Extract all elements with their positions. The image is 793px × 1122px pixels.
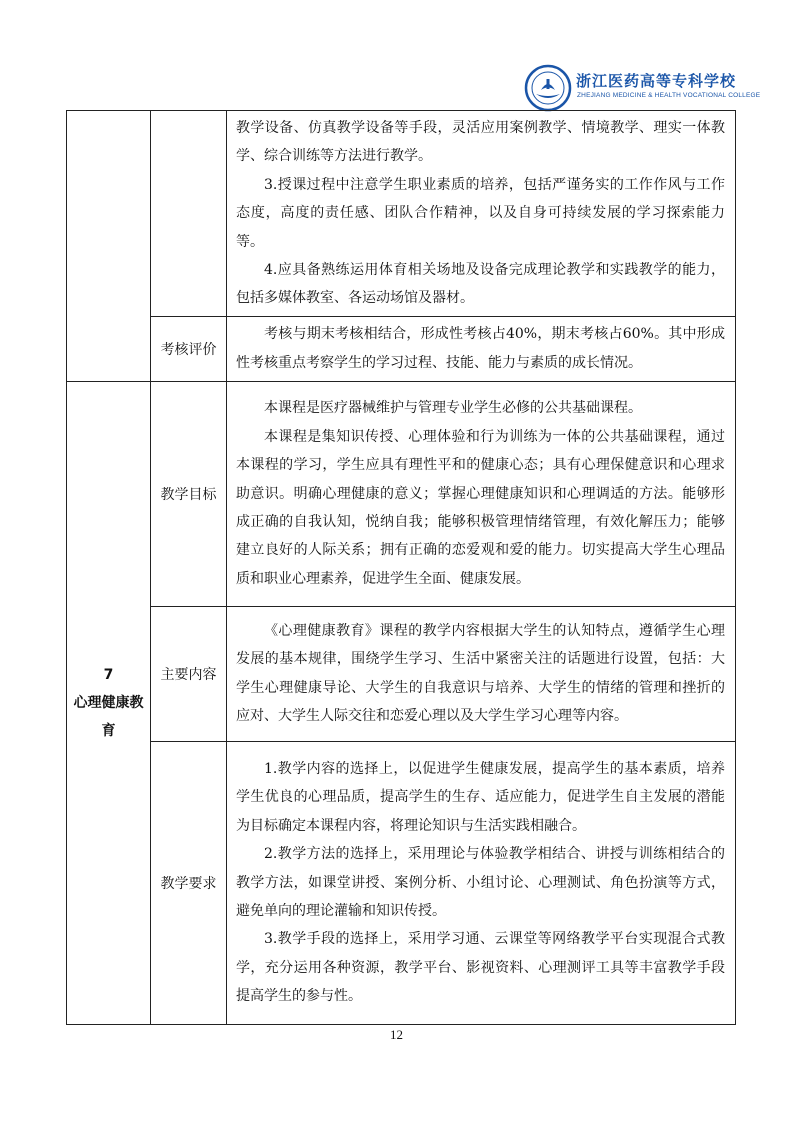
- assessment-cell: [227, 316, 736, 381]
- requirements-paragraph: 2.教学方法的选择上，采用理论与体验教学相结合、讲授与训练相结合的教学方法，如课堂讲授、案例分析、小组讨论、心理测试、角色扮演等方式，避免单向的理论灌输和知识传授。: [236, 846, 725, 920]
- table-row: [67, 316, 736, 381]
- page-number: 12: [390, 1027, 403, 1042]
- table-row: [67, 741, 736, 1024]
- course-table: [66, 110, 736, 1025]
- objectives-paragraph: 本课程是集知识传授、心理体验和行为训练为一体的公共基础课程，通过本课程的学习，学生应具有理性平和的健康心态；具有心理保健意识和心理求助意识。明确心理健康的意义；掌握心理健康知识和心理调适的方法。能够形成正确的自我认知，悦纳自我；能够积极管理情绪管理，有效化解压力；能够建立良好的人际关系；拥有正确的恋爱观和爱的能力。切实提高大学生心理品质和职业心理素养，促进学生全面、健康发展。: [236, 428, 725, 587]
- requirements-label: 教学要求: [151, 741, 227, 1024]
- course-number: 7: [103, 666, 114, 683]
- assessment-label: 考核评价: [151, 316, 227, 381]
- content-cell: [227, 606, 736, 741]
- content-label: 主要内容: [151, 606, 227, 741]
- empty-course-cell: [67, 111, 151, 382]
- school-emblem-icon: [524, 64, 572, 112]
- course-name-cell: [67, 381, 151, 1024]
- requirements-paragraph: 1.教学内容的选择上，以促进学生健康发展，提高学生的基本素质，培养学生优良的心理品质，提高学生的生存、适应能力，促进学生自主发展的潜能为目标确定本课程内容，将理论知识与生活实践相融合。: [236, 761, 725, 834]
- requirements-paragraph: 3.授课过程中注意学生职业素质的培养，包括严谨务实的工作作风与工作态度，高度的责任感、团队合作精神，以及自身可持续发展的学习探索能力等。: [236, 176, 725, 250]
- requirements-continued-cell: [227, 111, 736, 317]
- assessment-text: 考核与期末考核相结合，形成性考核占40%，期末考核占60%。其中形成性考核重点考察学生的学习过程、技能、能力与素质的成长情况。: [236, 326, 725, 371]
- requirements-paragraph: 3.教学手段的选择上，采用学习通、云课堂等网络教学平台实现混合式教学，充分运用各种资源，教学平台、影视资料、心理测评工具等丰富教学手段提高学生的参与性。: [236, 931, 725, 1005]
- content-paragraph: 《心理健康教育》课程的教学内容根据大学生的认知特点，遵循学生心理发展的基本规律，围绕学生学习、生活中紧密关注的话题进行设置，包括：大学生心理健康导论、大学生的自我意识与培养、大学生的情绪的管理和挫折的应对、大学生人际交往和恋爱心理以及大学生学习心理等内容。: [236, 623, 725, 725]
- table-row: [67, 111, 736, 317]
- objectives-cell: [227, 381, 736, 606]
- school-logo: [524, 64, 761, 112]
- requirements-paragraph: 4.应具备熟练运用体育相关场地及设备完成理论教学和实践教学的能力，包括多媒体教室、各运动场馆及器材。: [236, 262, 725, 307]
- course-name: 心理健康教育: [73, 694, 144, 739]
- table-row: [67, 381, 736, 606]
- objectives-label: 教学目标: [151, 381, 227, 606]
- requirements-cell: [227, 741, 736, 1024]
- school-name-cn: 浙江医药高等专科学校: [576, 72, 737, 90]
- empty-label-cell: [151, 111, 227, 317]
- school-name-en: ZHEJIANG MEDICINE & HEALTH VOCATIONAL COLLEGE: [577, 92, 761, 99]
- requirements-paragraph: 教学设备、仿真教学设备等手段，灵活应用案例教学、情境教学、理实一体教学、综合训练等方法进行教学。: [236, 120, 725, 165]
- table-row: [67, 606, 736, 741]
- objectives-paragraph: 本课程是医疗器械维护与管理专业学生必修的公共基础课程。: [264, 400, 642, 417]
